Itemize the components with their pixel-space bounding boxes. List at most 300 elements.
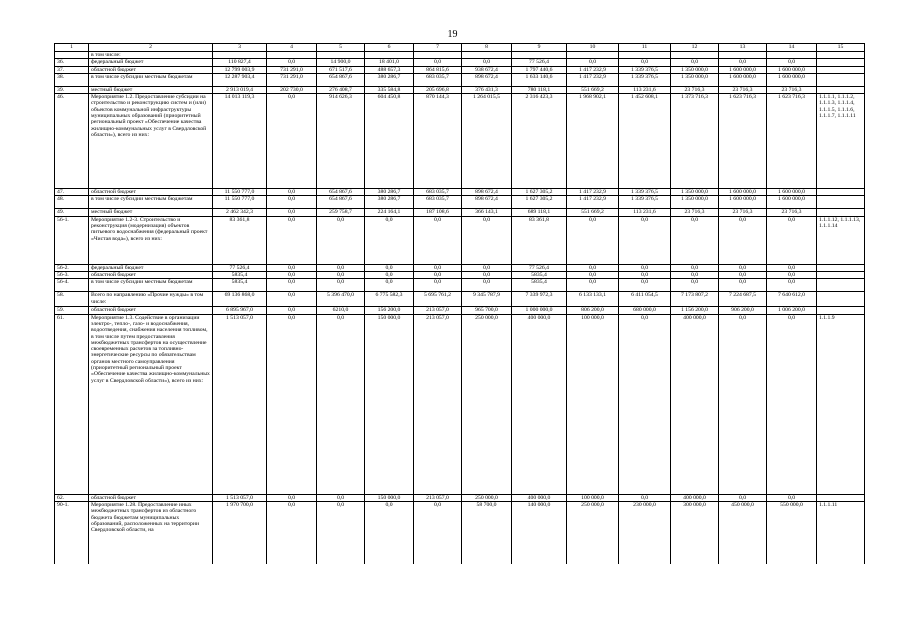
description-cell: областной бюджет — [89, 494, 213, 501]
value-cell: 870 144,3 — [414, 94, 462, 189]
target-reference-cell — [817, 292, 865, 307]
value-cell: 0,0 — [414, 216, 462, 264]
target-reference-cell — [817, 209, 865, 216]
value-cell: 23 716,3 — [767, 209, 817, 216]
value-cell: 683 035,7 — [414, 196, 462, 209]
value-cell: 0,0 — [719, 216, 767, 264]
value-cell: 0,0 — [719, 314, 767, 494]
value-cell: 0,0 — [619, 272, 671, 279]
value-cell: 806 200,0 — [567, 307, 619, 314]
value-cell: 654 867,6 — [317, 196, 365, 209]
budget-table — [54, 43, 865, 564]
value-cell: 654 867,6 — [317, 73, 365, 86]
value-cell: 113 231,6 — [619, 86, 671, 93]
value-cell — [365, 52, 414, 59]
value-cell: 0,0 — [719, 272, 767, 279]
table-row — [55, 314, 865, 494]
value-cell: 0,0 — [462, 59, 512, 66]
value-cell: 551 669,2 — [567, 209, 619, 216]
value-cell: 731 291,0 — [267, 73, 317, 86]
table-row — [55, 73, 865, 86]
value-cell: 1 350 000,0 — [671, 196, 719, 209]
value-cell: 1 600 000,0 — [767, 66, 817, 73]
header-cell: 5 — [317, 44, 365, 52]
value-cell: 1 339 376,5 — [619, 196, 671, 209]
value-cell: 1 417 232,9 — [567, 196, 619, 209]
value-cell: 250 000,0 — [567, 501, 619, 564]
value-cell: 731 291,0 — [267, 66, 317, 73]
header-cell: 11 — [619, 44, 671, 52]
description-cell: федеральный бюджет — [89, 264, 213, 271]
row-number-cell: 39. — [55, 86, 89, 93]
value-cell: 2 913 019,4 — [213, 86, 267, 93]
target-reference-cell — [817, 52, 865, 59]
value-cell: 780 118,1 — [512, 86, 567, 93]
value-cell: 5835,4 — [512, 279, 567, 292]
description-cell: федеральный бюджет — [89, 59, 213, 66]
value-cell: 2 316 423,3 — [512, 94, 567, 189]
value-cell: 0,0 — [317, 279, 365, 292]
value-cell: 0,0 — [767, 272, 817, 279]
value-cell: 0,0 — [567, 264, 619, 271]
value-cell: 0,0 — [267, 292, 317, 307]
table-row — [55, 264, 865, 271]
value-cell: 0,0 — [619, 314, 671, 494]
value-cell: 276 408,7 — [317, 86, 365, 93]
value-cell: 0,0 — [767, 59, 817, 66]
value-cell: 0,0 — [267, 501, 317, 564]
value-cell: 213 057,0 — [414, 307, 462, 314]
value-cell: 0,0 — [267, 279, 317, 292]
value-cell: 7 173 807,2 — [671, 292, 719, 307]
value-cell: 898 672,4 — [462, 189, 512, 196]
value-cell: 380 286,7 — [365, 196, 414, 209]
value-cell: 77 526,4 — [512, 59, 567, 66]
value-cell: 0,0 — [462, 272, 512, 279]
value-cell: 0,0 — [767, 314, 817, 494]
value-cell: 23 716,3 — [719, 209, 767, 216]
value-cell: 551 669,2 — [567, 86, 619, 93]
row-number-cell — [55, 52, 89, 59]
value-cell: 0,0 — [365, 264, 414, 271]
value-cell: 0,0 — [414, 264, 462, 271]
value-cell: 7 640 612,0 — [767, 292, 817, 307]
value-cell: 400 000,0 — [671, 314, 719, 494]
value-cell: 5 695 761,2 — [414, 292, 462, 307]
value-cell: 380 286,7 — [365, 73, 414, 86]
value-cell: 1 633 140,6 — [512, 73, 567, 86]
value-cell: 0,0 — [462, 264, 512, 271]
row-number-cell: 59. — [55, 307, 89, 314]
value-cell: 0,0 — [365, 501, 414, 564]
table-row — [55, 59, 865, 66]
value-cell: 1 339 376,5 — [619, 73, 671, 86]
value-cell: 683 035,7 — [414, 73, 462, 86]
value-cell: 1 600 000,0 — [767, 73, 817, 86]
table-row — [55, 209, 865, 216]
value-cell: 0,0 — [619, 494, 671, 501]
value-cell: 1 350 000,0 — [671, 73, 719, 86]
value-cell: 1 513 057,0 — [213, 314, 267, 494]
value-cell — [267, 52, 317, 59]
table-row — [55, 501, 865, 564]
value-cell: 0,0 — [414, 501, 462, 564]
table-row — [55, 292, 865, 307]
value-cell: 1 417 232,9 — [567, 189, 619, 196]
description-cell: в том числе субсидии местным бюджетам — [89, 73, 213, 86]
value-cell: 100 000,0 — [567, 494, 619, 501]
value-cell: 0,0 — [767, 216, 817, 264]
value-cell: 0,0 — [767, 279, 817, 292]
table-row — [55, 52, 865, 59]
value-cell: 23 716,3 — [671, 86, 719, 93]
header-cell: 6 — [365, 44, 414, 52]
value-cell: 0,0 — [619, 279, 671, 292]
value-cell: 1 452 608,1 — [619, 94, 671, 189]
value-cell: 150 000,0 — [365, 494, 414, 501]
value-cell: 898 672,4 — [462, 196, 512, 209]
row-number-cell: 37. — [55, 66, 89, 73]
value-cell: 1 623 716,3 — [767, 94, 817, 189]
value-cell: 14 013 119,3 — [213, 94, 267, 189]
description-cell: Всего по направлению «Прочие нужды» в том числе: — [89, 292, 213, 307]
value-cell: 376 431,3 — [462, 86, 512, 93]
target-reference-cell — [817, 73, 865, 86]
value-cell: 0,0 — [719, 59, 767, 66]
value-cell: 400 000,0 — [512, 494, 567, 501]
value-cell: 250 000,0 — [462, 314, 512, 494]
table-row — [55, 494, 865, 501]
value-cell: 6 895 967,0 — [213, 307, 267, 314]
value-cell: 12 799 003,9 — [213, 66, 267, 73]
value-cell — [567, 52, 619, 59]
description-cell: Мероприятие 1.2. Предоставление субсидии на строительство и реконструкцию систем и (или) объектов коммунальной инфраструктуры муниципальных образований (приоритетный региональный проект «Обеспечение качества жилищно-коммунальных услуг в Свердловской области»), всего из них: — [89, 94, 213, 189]
value-cell: 0,0 — [414, 279, 462, 292]
value-cell: 7 224 687,5 — [719, 292, 767, 307]
value-cell: 150 000,0 — [365, 314, 414, 494]
value-cell: 0,0 — [317, 314, 365, 494]
value-cell — [462, 52, 512, 59]
value-cell: 1 006 200,0 — [767, 307, 817, 314]
target-reference-cell: 1.1.1.1, 1.1.1.2, 1.1.1.3, 1.1.1.4, 1.1.1.5, 1.1.1.6, 1.1.1.7, 1.1.1.11 — [817, 94, 865, 189]
value-cell: 6 411 054,5 — [619, 292, 671, 307]
value-cell: 1 513 057,0 — [213, 494, 267, 501]
value-cell: 1 627 305,2 — [512, 189, 567, 196]
description-cell: областной бюджет — [89, 189, 213, 196]
target-reference-cell — [817, 59, 865, 66]
value-cell: 18 401,0 — [365, 59, 414, 66]
value-cell: 5835,4 — [213, 272, 267, 279]
value-cell: 100 000,0 — [567, 314, 619, 494]
value-cell: 380 286,7 — [365, 189, 414, 196]
target-reference-cell — [817, 86, 865, 93]
value-cell: 0,0 — [767, 494, 817, 501]
row-number-cell: 56-4. — [55, 279, 89, 292]
target-reference-cell — [817, 272, 865, 279]
target-reference-cell — [817, 196, 865, 209]
header-cell: 14 — [767, 44, 817, 52]
value-cell: 0,0 — [267, 264, 317, 271]
table-row — [55, 94, 865, 189]
description-cell: Мероприятие 1.2-3. Строительство и реконструкция (модернизация) объектов питьевого водоснабжения (федеральный проект «Чистая вода»), всего из них: — [89, 216, 213, 264]
value-cell: 0,0 — [317, 494, 365, 501]
table-row — [55, 66, 865, 73]
value-cell: 366 143,1 — [462, 209, 512, 216]
table-header-row — [55, 44, 865, 52]
value-cell: 12 287 903,4 — [213, 73, 267, 86]
value-cell: 0,0 — [267, 314, 317, 494]
value-cell: 0,0 — [719, 494, 767, 501]
value-cell: 77 526,4 — [213, 264, 267, 271]
value-cell: 898 672,4 — [462, 73, 512, 86]
value-cell: 1 156 200,0 — [671, 307, 719, 314]
value-cell: 6 775 582,3 — [365, 292, 414, 307]
value-cell: 0,0 — [267, 307, 317, 314]
value-cell: 0,0 — [267, 494, 317, 501]
value-cell: 23 716,3 — [671, 209, 719, 216]
value-cell: 0,0 — [619, 216, 671, 264]
value-cell: 77 526,4 — [512, 264, 567, 271]
value-cell: 654 867,6 — [317, 189, 365, 196]
value-cell: 0,0 — [414, 272, 462, 279]
value-cell: 0,0 — [767, 264, 817, 271]
description-cell: местный бюджет — [89, 86, 213, 93]
row-number-cell: 56-1. — [55, 216, 89, 264]
table-row — [55, 279, 865, 292]
value-cell: 9 345 787,9 — [462, 292, 512, 307]
value-cell: 1 600 000,0 — [719, 66, 767, 73]
value-cell: 1 417 232,9 — [567, 66, 619, 73]
header-cell: 9 — [512, 44, 567, 52]
value-cell: 140 000,0 — [512, 501, 567, 564]
value-cell: 1 000 000,0 — [512, 307, 567, 314]
value-cell: 0,0 — [567, 59, 619, 66]
value-cell: 224 164,1 — [365, 209, 414, 216]
value-cell: 1 339 376,5 — [619, 189, 671, 196]
target-reference-cell: 1.1.1.9 — [817, 314, 865, 494]
target-reference-cell — [817, 189, 865, 196]
table-row — [55, 272, 865, 279]
value-cell: 213 057,0 — [414, 494, 462, 501]
value-cell: 202 730,0 — [267, 86, 317, 93]
value-cell — [671, 52, 719, 59]
row-number-cell: 47. — [55, 189, 89, 196]
value-cell: 0,0 — [317, 216, 365, 264]
description-cell: областной бюджет — [89, 66, 213, 73]
value-cell: 1 968 902,1 — [567, 94, 619, 189]
description-cell: Мероприятие 1.28. Предоставление иных межбюджетных трансфертов из областного бюджета бюджетам муниципальных образований, расположенных на территории Свердловской области, на — [89, 501, 213, 564]
target-reference-cell — [817, 264, 865, 271]
target-reference-cell — [817, 494, 865, 501]
value-cell: 906 200,0 — [719, 307, 767, 314]
value-cell: 14 900,0 — [317, 59, 365, 66]
value-cell: 23 716,3 — [767, 86, 817, 93]
row-number-cell: 56-3. — [55, 272, 89, 279]
description-cell: в том числе: — [89, 52, 213, 59]
target-reference-cell — [817, 66, 865, 73]
value-cell: 683 035,7 — [414, 189, 462, 196]
description-cell: областной бюджет — [89, 307, 213, 314]
value-cell: 0,0 — [365, 279, 414, 292]
value-cell: 0,0 — [567, 272, 619, 279]
value-cell: 1 600 000,0 — [719, 196, 767, 209]
value-cell: 1 339 376,5 — [619, 66, 671, 73]
value-cell: 400 000,0 — [512, 314, 567, 494]
value-cell: 400 000,0 — [671, 494, 719, 501]
description-cell: Мероприятие 1.3. Содействие в организации электро-, тепло-, газо- и водоснабжения, водоотведения, снабжения населения топливом, в том числе путем предоставления межбюджетных трансфертов на осуществление своевременных расчетов за топливно-энергетические ресурсы по обязательствам органов местного самоуправления (приоритетный региональный проект «Обеспечение качества жилищно-коммунальных услуг в Свердловской области»), всего из них: — [89, 314, 213, 494]
value-cell: 0,0 — [671, 216, 719, 264]
row-number-cell: 36. — [55, 59, 89, 66]
value-cell: 1 970 700,0 — [213, 501, 267, 564]
value-cell: 11 550 777,0 — [213, 189, 267, 196]
value-cell: 1 417 232,9 — [567, 73, 619, 86]
value-cell: 0,0 — [267, 216, 317, 264]
row-number-cell: 90-1. — [55, 501, 89, 564]
description-cell: в том числе субсидии местным бюджетам — [89, 196, 213, 209]
header-cell: 10 — [567, 44, 619, 52]
value-cell: 450 000,0 — [719, 501, 767, 564]
value-cell — [619, 52, 671, 59]
value-cell: 83 361,8 — [213, 216, 267, 264]
value-cell: 0,0 — [267, 196, 317, 209]
value-cell: 58 700,0 — [462, 501, 512, 564]
table-row — [55, 189, 865, 196]
value-cell: 300 000,0 — [671, 501, 719, 564]
value-cell: 0,0 — [317, 264, 365, 271]
value-cell: 550 000,0 — [767, 501, 817, 564]
description-cell: в том числе субсидии местным бюджетам — [89, 279, 213, 292]
value-cell: 83 361,8 — [512, 216, 567, 264]
row-number-cell: 62. — [55, 494, 89, 501]
target-reference-cell — [817, 307, 865, 314]
page-number: 19 — [447, 29, 458, 40]
value-cell: 1 797 440,6 — [512, 66, 567, 73]
value-cell: 5835,4 — [213, 279, 267, 292]
value-cell: 1 264 015,5 — [462, 94, 512, 189]
value-cell: 0,0 — [462, 216, 512, 264]
value-cell — [414, 52, 462, 59]
target-reference-cell: 1.1.1.12, 1.1.1.13, 1.1.1.14 — [817, 216, 865, 264]
row-number-cell: 48. — [55, 196, 89, 209]
header-cell: 13 — [719, 44, 767, 52]
value-cell — [767, 52, 817, 59]
value-cell: 0,0 — [267, 59, 317, 66]
value-cell: 110 827,4 — [213, 59, 267, 66]
value-cell: 1 373 716,3 — [671, 94, 719, 189]
header-cell: 4 — [267, 44, 317, 52]
header-cell: 3 — [213, 44, 267, 52]
value-cell: 0,0 — [267, 209, 317, 216]
value-cell: 11 550 777,0 — [213, 196, 267, 209]
value-cell — [213, 52, 267, 59]
description-cell: областной бюджет — [89, 272, 213, 279]
value-cell: 205 696,8 — [414, 86, 462, 93]
value-cell: 335 584,8 — [365, 86, 414, 93]
table-row — [55, 196, 865, 209]
value-cell: 0,0 — [267, 94, 317, 189]
header-cell: 2 — [89, 44, 213, 52]
value-cell: 156 200,0 — [365, 307, 414, 314]
header-cell: 12 — [671, 44, 719, 52]
table-row — [55, 86, 865, 93]
value-cell: 689 118,1 — [512, 209, 567, 216]
value-cell: 1 627 305,2 — [512, 196, 567, 209]
value-cell: 213 057,0 — [414, 314, 462, 494]
value-cell: 938 672,4 — [462, 66, 512, 73]
value-cell — [719, 52, 767, 59]
target-reference-cell — [817, 279, 865, 292]
value-cell: 1 350 000,0 — [671, 66, 719, 73]
value-cell: 5835,4 — [512, 272, 567, 279]
value-cell: 0,0 — [719, 279, 767, 292]
value-cell: 7 339 972,3 — [512, 292, 567, 307]
value-cell: 1 600 000,0 — [719, 73, 767, 86]
header-cell: 8 — [462, 44, 512, 52]
value-cell: 187 108,6 — [414, 209, 462, 216]
row-number-cell: 49. — [55, 209, 89, 216]
target-reference-cell: 1.1.1.11 — [817, 501, 865, 564]
value-cell: 0,0 — [365, 272, 414, 279]
value-cell: 23 716,3 — [719, 86, 767, 93]
value-cell: 0,0 — [267, 189, 317, 196]
value-cell: 0,0 — [719, 264, 767, 271]
value-cell: 0,0 — [462, 279, 512, 292]
value-cell: 2 462 342,3 — [213, 209, 267, 216]
value-cell: 230 000,0 — [619, 501, 671, 564]
header-cell: 15 — [817, 44, 865, 52]
value-cell — [512, 52, 567, 59]
value-cell: 0,0 — [317, 272, 365, 279]
value-cell: 0,0 — [267, 272, 317, 279]
value-cell: 1 600 000,0 — [719, 189, 767, 196]
value-cell: 0,0 — [671, 272, 719, 279]
value-cell: 864 815,6 — [414, 66, 462, 73]
table-row — [55, 216, 865, 264]
value-cell: 671 517,6 — [317, 66, 365, 73]
value-cell: 0,0 — [671, 279, 719, 292]
value-cell: 1 623 716,3 — [719, 94, 767, 189]
value-cell: 488 657,3 — [365, 66, 414, 73]
value-cell: 1 350 000,0 — [671, 189, 719, 196]
value-cell: 0,0 — [317, 501, 365, 564]
value-cell: 0,0 — [567, 279, 619, 292]
value-cell: 965 700,0 — [462, 307, 512, 314]
value-cell: 604 450,8 — [365, 94, 414, 189]
value-cell: 680 000,0 — [619, 307, 671, 314]
value-cell: 0,0 — [365, 216, 414, 264]
value-cell: 0,0 — [414, 59, 462, 66]
value-cell: 0,0 — [619, 264, 671, 271]
value-cell: 259 758,7 — [317, 209, 365, 216]
description-cell: местный бюджет — [89, 209, 213, 216]
value-cell: 0,0 — [671, 264, 719, 271]
value-cell: 250 000,0 — [462, 494, 512, 501]
value-cell: 69 136 868,0 — [213, 292, 267, 307]
row-number-cell: 38. — [55, 73, 89, 86]
header-cell: 1 — [55, 44, 89, 52]
row-number-cell: 46. — [55, 94, 89, 189]
value-cell: 6 133 133,1 — [567, 292, 619, 307]
row-number-cell: 56-2. — [55, 264, 89, 271]
value-cell: 0,0 — [619, 59, 671, 66]
value-cell: 1 600 000,0 — [767, 189, 817, 196]
value-cell: 0,0 — [567, 216, 619, 264]
row-number-cell: 61. — [55, 314, 89, 494]
value-cell: 6210,0 — [317, 307, 365, 314]
value-cell: 113 231,6 — [619, 209, 671, 216]
table-row — [55, 307, 865, 314]
value-cell: 5 396 470,0 — [317, 292, 365, 307]
